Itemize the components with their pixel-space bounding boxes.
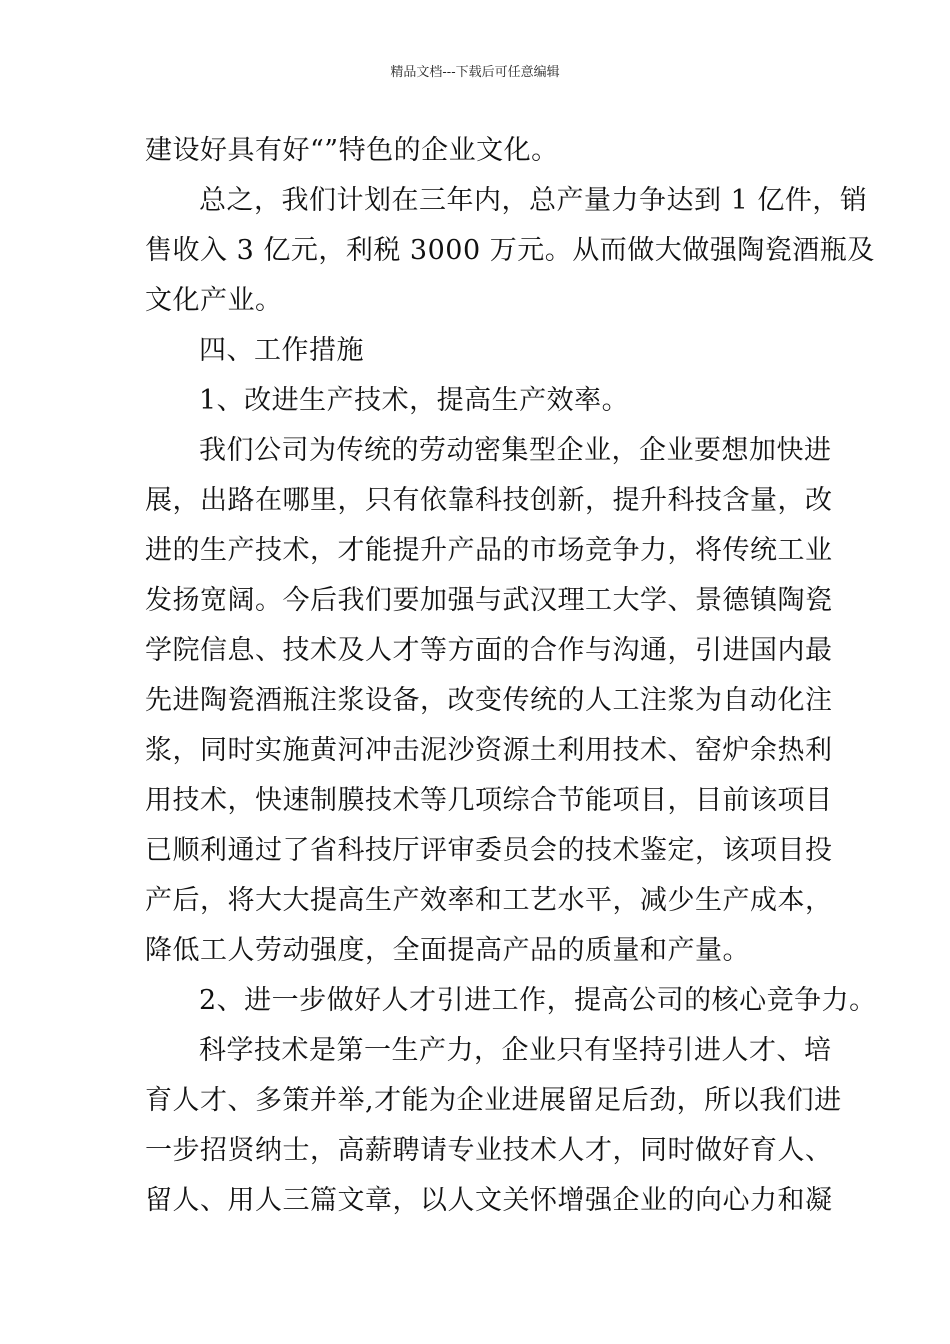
page-header: 精品文档---下载后可任意编辑 bbox=[390, 65, 560, 80]
section-heading: 四、工作措施 bbox=[199, 335, 364, 366]
text-line: 降低工人劳动强度，全面提高产品的质量和产量。 bbox=[145, 935, 750, 966]
text-line: 文化产业。 bbox=[145, 285, 283, 316]
text-line: 发扬宽阔。今后我们要加强与武汉理工大学、景德镇陶瓷 bbox=[145, 585, 833, 616]
document-body bbox=[145, 126, 877, 1226]
text-line: 已顺利通过了省科技厅评审委员会的技术鉴定，该项目投 bbox=[145, 835, 833, 866]
text-line: 先进陶瓷酒瓶注浆设备，改变传统的人工注浆为自动化注 bbox=[145, 685, 833, 716]
text-line: 一步招贤纳士，高薪聘请专业技术人才，同时做好育人、 bbox=[145, 1135, 833, 1166]
subsection-heading: 2、进一步做好人才引进工作，提高公司的核心竞争力。 bbox=[199, 985, 877, 1016]
text-line: 我们公司为传统的劳动密集型企业，企业要想加快进 bbox=[199, 435, 832, 466]
text-line: 进的生产技术，才能提升产品的市场竞争力，将传统工业 bbox=[145, 535, 833, 566]
subsection-heading: 1、改进生产技术，提高生产效率。 bbox=[199, 385, 630, 416]
text-line: 展，出路在哪里，只有依靠科技创新，提升科技含量，改 bbox=[145, 485, 833, 516]
text-line: 科学技术是第一生产力，企业只有坚持引进人才、培 bbox=[199, 1035, 832, 1066]
text-line: 学院信息、技术及人才等方面的合作与沟通，引进国内最 bbox=[145, 635, 833, 666]
text-line: 建设好具有好“”特色的企业文化。 bbox=[145, 135, 559, 166]
text-line: 产后，将大大提高生产效率和工艺水平，减少生产成本， bbox=[145, 885, 833, 916]
text-line: 售收入 3 亿元，利税 3000 万元。从而做大做强陶瓷酒瓶及 bbox=[145, 235, 875, 266]
text-line: 总之，我们计划在三年内，总产量力争达到 1 亿件，销 bbox=[199, 185, 868, 216]
text-line: 浆，同时实施黄河冲击泥沙资源土利用技术、窑炉余热利 bbox=[145, 735, 833, 766]
text-line: 留人、用人三篇文章，以人文关怀增强企业的向心力和凝 bbox=[145, 1185, 833, 1216]
text-line: 育人才、多策并举,才能为企业进展留足后劲，所以我们进 bbox=[145, 1085, 842, 1116]
text-line: 用技术，快速制膜技术等几项综合节能项目，目前该项目 bbox=[145, 785, 833, 816]
